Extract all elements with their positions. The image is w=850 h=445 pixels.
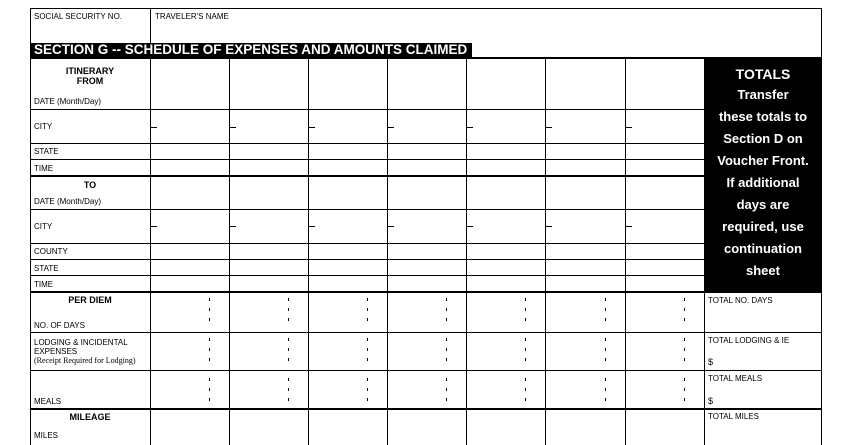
to-city-tick — [387, 226, 394, 227]
grid-cell[interactable] — [230, 59, 308, 109]
totals-line-2: these totals to — [718, 109, 808, 124]
meals-label: MEALS — [34, 397, 62, 406]
total-meals-label: TOTAL MEALS — [708, 374, 763, 383]
lodging-label-line2: EXPENSES — [34, 347, 78, 356]
no-of-days-label: NO. OF DAYS — [34, 321, 85, 330]
totals-line-7: required, use — [722, 219, 804, 234]
to-date-label: DATE (Month/Day) — [34, 197, 101, 206]
total-lodging-dollar: $ — [708, 357, 714, 367]
grid-cell[interactable] — [309, 59, 387, 109]
section-title: SECTION G -- SCHEDULE OF EXPENSES AND AMOUNTS CLAIMED — [30, 43, 472, 57]
label-column-divider — [150, 58, 151, 445]
from-city-label: CITY — [34, 122, 53, 131]
totals-line-4: Voucher Front. — [717, 153, 809, 168]
from-state-label: STATE — [34, 147, 59, 156]
to-block-bottom — [30, 291, 822, 293]
col-divider-3 — [387, 58, 388, 445]
mileage-heading: MILEAGE — [69, 412, 111, 422]
to-state-row-line — [30, 275, 705, 276]
totals-instructions-box — [705, 58, 821, 291]
from-city-tick — [229, 127, 236, 128]
total-days-field[interactable] — [705, 306, 821, 332]
to-date-row-line — [30, 209, 705, 210]
per-diem-days-row-line — [30, 332, 822, 333]
to-city-tick — [308, 226, 315, 227]
lodging-label-line1: LODGING & INCIDENTAL — [34, 338, 128, 347]
miles-label: MILES — [34, 431, 59, 440]
totals-line-8: continuation — [724, 241, 802, 256]
col-divider-4 — [466, 58, 467, 445]
totals-line-3: Section D on — [723, 131, 803, 146]
grid-cell[interactable] — [151, 59, 229, 109]
to-city-label: CITY — [34, 222, 53, 231]
totals-column-divider — [704, 58, 705, 445]
totals-line-5: If additional — [726, 175, 800, 190]
to-city-row-line — [30, 243, 705, 244]
from-city-tick — [308, 127, 315, 128]
total-meals-dollar: $ — [708, 396, 714, 406]
total-days-label: TOTAL NO. DAYS — [708, 296, 773, 305]
from-city-tick — [545, 127, 552, 128]
right-border — [821, 8, 822, 445]
per-diem-heading: PER DIEM — [68, 295, 112, 305]
totals-heading: TOTALS — [735, 66, 791, 82]
col-divider-1 — [229, 58, 230, 445]
lodging-label — [34, 338, 136, 365]
total-miles-field[interactable] — [705, 422, 821, 445]
to-city-tick — [229, 226, 236, 227]
from-state-row-line — [30, 159, 705, 160]
to-heading: TO — [83, 180, 97, 190]
to-city-tick — [625, 226, 632, 227]
from-city-tick — [387, 127, 394, 128]
to-city-tick — [150, 226, 157, 227]
itinerary-heading — [30, 66, 150, 86]
from-city-tick — [150, 127, 157, 128]
to-county-label: COUNTY — [34, 247, 68, 256]
mileage-block-top — [30, 408, 822, 410]
to-city-tick — [545, 226, 552, 227]
to-city-tick — [466, 226, 473, 227]
lodging-note: (Receipt Required for Lodging) — [34, 356, 136, 365]
totals-line-1: Transfer — [737, 87, 789, 102]
col-divider-6 — [625, 58, 626, 445]
grid-cell[interactable] — [546, 59, 625, 109]
total-meals-field[interactable] — [716, 384, 821, 408]
from-city-tick — [625, 127, 632, 128]
grid-cell[interactable] — [626, 59, 704, 109]
from-time-label: TIME — [34, 164, 54, 173]
from-date-label: DATE (Month/Day) — [34, 97, 101, 106]
from-city-tick — [466, 127, 473, 128]
ssn-field[interactable] — [31, 9, 150, 43]
total-lodging-field[interactable] — [716, 346, 821, 370]
to-time-label: TIME — [34, 280, 54, 289]
grid-cell[interactable] — [467, 59, 545, 109]
grid-cell[interactable] — [388, 59, 466, 109]
lodging-row-line — [30, 370, 822, 371]
totals-line-6: days are — [736, 197, 790, 212]
itinerary-heading-line2: FROM — [76, 76, 104, 86]
travelers-name-field[interactable] — [151, 9, 821, 43]
travelers-name-label: TRAVELER'S NAME — [155, 12, 229, 21]
total-lodging-label: TOTAL LODGING & IE — [708, 336, 790, 345]
from-date-row-line — [30, 109, 705, 110]
ssn-label: SOCIAL SECURITY NO. — [34, 12, 123, 21]
from-block-bottom — [30, 175, 705, 177]
itinerary-heading-line1: ITINERARY — [65, 66, 115, 76]
from-city-row-line — [30, 143, 705, 144]
total-miles-label: TOTAL MILES — [708, 412, 759, 421]
totals-line-9: sheet — [746, 263, 780, 278]
col-divider-5 — [545, 58, 546, 445]
col-divider-2 — [308, 58, 309, 445]
to-state-label: STATE — [34, 264, 59, 273]
to-county-row-line — [30, 259, 705, 260]
